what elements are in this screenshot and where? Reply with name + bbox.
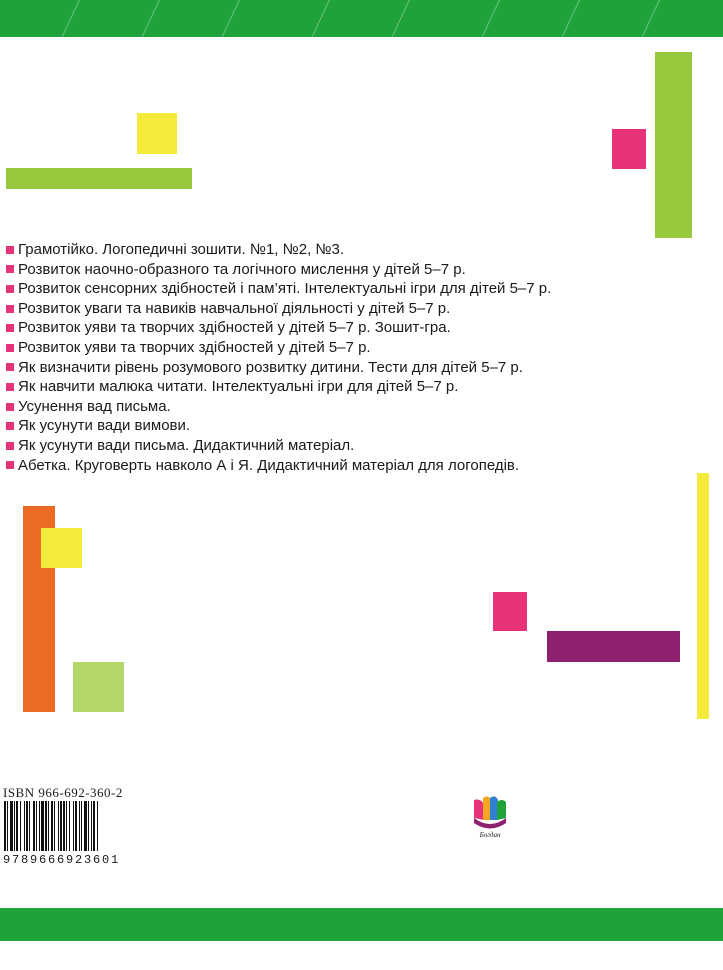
- book-title-item: [6, 299, 551, 319]
- book-title: Абетка. Круговерть навколо А і Я. Дидактичний матеріал для логопедів.: [18, 456, 520, 474]
- barcode-bar: [33, 801, 35, 851]
- barcode-bar: [10, 801, 13, 851]
- band-stripe: [140, 0, 160, 37]
- barcode-bar: [7, 801, 8, 851]
- book-title: Усунення вад письма.: [18, 397, 171, 415]
- barcode-bar: [51, 801, 53, 851]
- band-stripe: [640, 0, 660, 37]
- decor-yellow-square: [41, 528, 82, 568]
- band-stripe: [480, 0, 500, 37]
- svg-text:Богдан: Богдан: [479, 831, 501, 839]
- barcode-bar: [20, 801, 21, 851]
- book-title-item: [6, 260, 551, 280]
- barcode-bar: [4, 801, 6, 851]
- barcode-bar: [66, 801, 67, 851]
- barcode-bar: [39, 801, 40, 851]
- barcode-bar: [41, 801, 44, 851]
- bullet-icon: [6, 324, 14, 332]
- barcode-bar: [69, 801, 70, 851]
- book-title: Грамотійко. Логопедичні зошити. №1, №2, №3.: [18, 241, 345, 258]
- decor-purple-bar: [547, 631, 680, 662]
- book-title-item: [6, 456, 551, 476]
- barcode-bar: [88, 801, 89, 851]
- decor-lime-tall-bar: [655, 52, 692, 238]
- decor-pink-square: [612, 129, 646, 169]
- barcode-bar: [79, 801, 80, 851]
- bullet-icon: [6, 285, 14, 293]
- barcode-bar: [24, 801, 25, 851]
- bullet-icon: [6, 305, 14, 313]
- book-title: Розвиток сенсорних здібностей і пам’яті. Інтелектуальні ігри для дітей 5–7 р.: [18, 280, 552, 298]
- barcode-bar: [91, 801, 92, 851]
- book-title-list: [6, 240, 551, 475]
- book-title-item: [6, 436, 551, 456]
- band-stripe: [60, 0, 80, 37]
- decor-lime-bar: [6, 168, 192, 189]
- band-stripe: [310, 0, 330, 37]
- barcode-bar: [97, 801, 98, 851]
- decor-yellow-tall-bar: [697, 473, 709, 719]
- bullet-icon: [6, 363, 14, 371]
- band-stripe: [560, 0, 580, 37]
- book-title-item: [6, 338, 551, 358]
- book-title-item: [6, 397, 551, 417]
- band-stripe: [390, 0, 410, 37]
- decor-yellow-square: [137, 113, 177, 154]
- barcode-bar: [84, 801, 87, 851]
- isbn-text: ISBN 966-692-360-2: [3, 785, 123, 800]
- bullet-icon: [6, 265, 14, 273]
- barcode-bar: [73, 801, 74, 851]
- barcode-bar: [29, 801, 30, 851]
- publisher-logo: [470, 790, 510, 840]
- barcode-bar: [48, 801, 49, 851]
- decor-pink-square: [493, 592, 527, 631]
- book-title-item: [6, 358, 551, 378]
- book-title: Розвиток уваги та навиків навчальної діяльності у дітей 5–7 р.: [18, 299, 451, 317]
- book-title: Як навчити малюка читати. Інтелектуальні ігри для дітей 5–7 р.: [18, 378, 459, 396]
- book-title-item: [6, 416, 551, 436]
- barcode-bar: [45, 801, 47, 851]
- barcode-bar: [60, 801, 62, 851]
- bullet-icon: [6, 383, 14, 391]
- bullet-icon: [6, 344, 14, 352]
- bullet-icon: [6, 461, 14, 469]
- barcode-bar: [75, 801, 77, 851]
- barcode-bar: [36, 801, 37, 851]
- book-title: Як визначити рівень розумового розвитку дитини. Тести для дітей 5–7 р.: [18, 358, 523, 376]
- band-stripe: [220, 0, 240, 37]
- bullet-icon: [6, 246, 14, 254]
- barcode-bar: [58, 801, 59, 851]
- book-title: Розвиток наочно-образного та логічного мислення у дітей 5–7 р.: [18, 260, 466, 278]
- book-title: Як усунути вади вимови.: [18, 417, 191, 435]
- barcode-number: 9789666923601: [3, 853, 121, 867]
- book-title: Розвиток уяви та творчих здібностей у дітей 5–7 р. Зошит-гра.: [18, 319, 451, 337]
- decor-light-green-square: [73, 662, 124, 712]
- bullet-icon: [6, 403, 14, 411]
- barcode: [3, 801, 141, 851]
- top-green-band: [0, 0, 723, 37]
- bottom-green-band: [0, 908, 723, 941]
- barcode-bar: [93, 801, 95, 851]
- book-title-item: [6, 279, 551, 299]
- barcode-bar: [26, 801, 28, 851]
- bullet-icon: [6, 422, 14, 430]
- book-title: Розвиток уяви та творчих здібностей у дітей 5–7 р.: [18, 338, 371, 356]
- barcode-bar: [63, 801, 65, 851]
- book-title-item: [6, 377, 551, 397]
- barcode-bar: [14, 801, 15, 851]
- barcode-bar: [54, 801, 55, 851]
- bullet-icon: [6, 442, 14, 450]
- barcode-bar: [16, 801, 18, 851]
- book-title-item: [6, 240, 551, 260]
- bottom-white-strip: [0, 941, 723, 970]
- book-title: Як усунути вади письма. Дидактичний матеріал.: [18, 436, 355, 454]
- barcode-bar: [81, 801, 82, 851]
- book-title-item: [6, 318, 551, 338]
